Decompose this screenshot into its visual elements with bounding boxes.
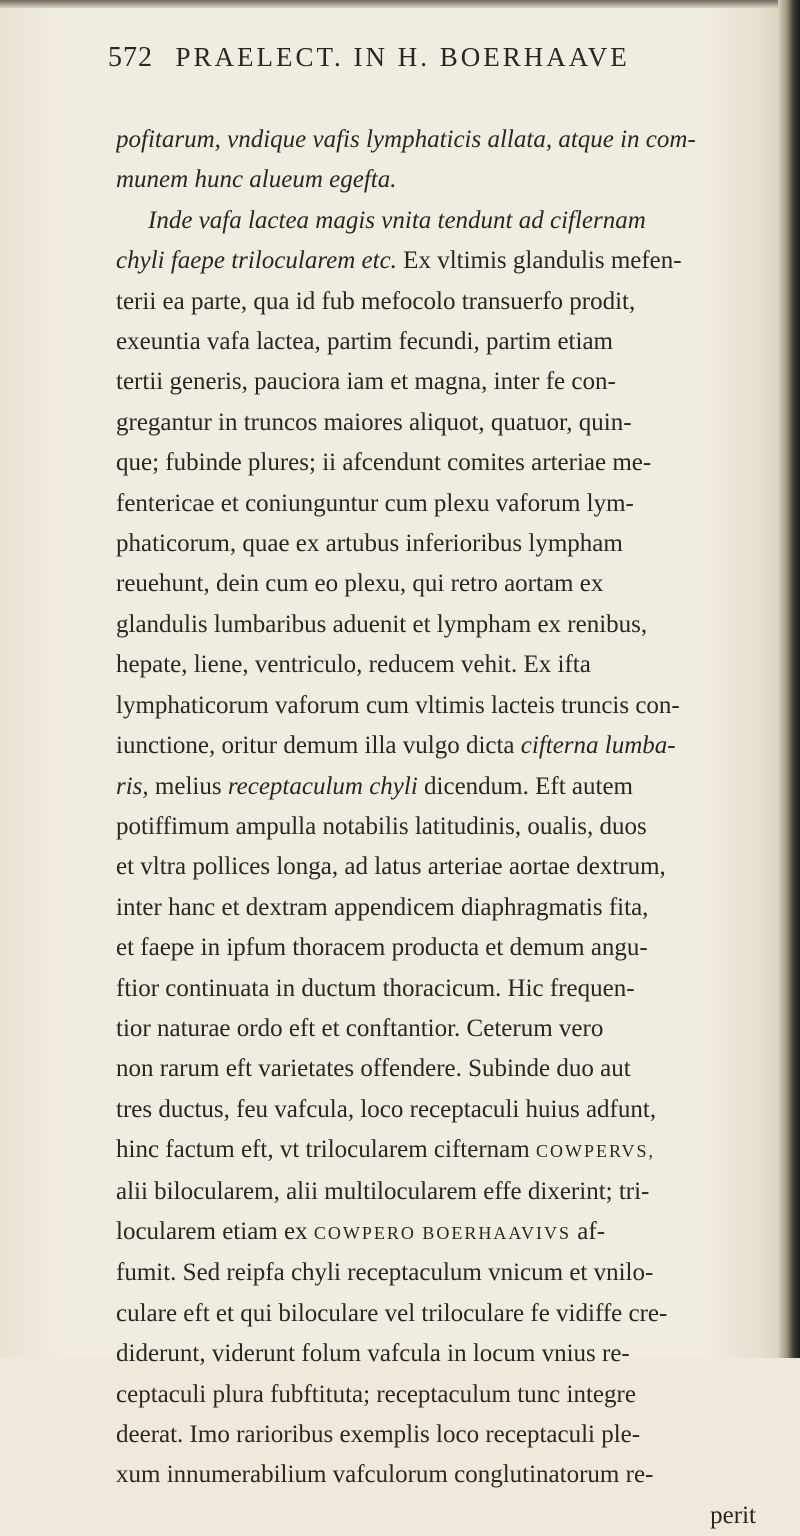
text-line <box>116 726 756 766</box>
text-segment: iunctione, oritur demum illa vulgo dicta <box>116 732 521 760</box>
body-text <box>116 120 756 1536</box>
text-segment: terii ea parte, qua id fub mefocolo transuerfo prodit, <box>116 287 636 315</box>
text-segment: tres ductus, feu vafcula, loco receptaculi huius adfunt, <box>116 1095 657 1123</box>
text-line <box>116 1455 756 1495</box>
text-segment: culare eft et qui biloculare vel triloculare fe vidiffe cre- <box>116 1299 668 1327</box>
text-line <box>116 1130 756 1171</box>
text-line <box>116 605 756 645</box>
running-header <box>108 40 758 74</box>
text-segment: fentericae et coniunguntur cum plexu vaforum lym- <box>116 489 634 517</box>
text-segment: glandulis lumbaribus aduenit et lympham ex renibus, <box>116 610 648 638</box>
text-segment: Inde vafa lactea magis vnita tendunt ad ciflernam <box>148 206 646 234</box>
text-segment: munem hunc alueum egefta. <box>116 166 397 194</box>
text-line <box>116 1253 756 1293</box>
text-segment: af- <box>571 1217 606 1245</box>
text-line <box>116 322 756 362</box>
text-segment: ris, <box>116 772 149 800</box>
text-segment: locularem etiam ex <box>116 1217 314 1245</box>
text-segment: COWPERO BOERHAAVIVS <box>313 1222 572 1243</box>
text-segment: phaticorum, quae ex artubus inferioribus lympham <box>116 530 623 558</box>
text-line <box>116 484 756 524</box>
text-line <box>116 888 756 928</box>
text-line <box>116 1090 756 1130</box>
text-segment: hinc factum eft, vt trilocularem cifternam <box>116 1136 536 1164</box>
text-line <box>116 1009 756 1049</box>
text-segment: potiffimum ampulla notabilis latitudinis, oualis, duos <box>116 812 647 840</box>
text-line <box>116 686 756 726</box>
text-segment: que; fubinde plures; ii afcendunt comites arteriae me- <box>116 449 652 477</box>
page-number: 572 <box>108 42 153 73</box>
running-title: PRAELECT. IN H. BOERHAAVE <box>175 42 630 72</box>
text-line <box>116 1415 756 1455</box>
text-segment: tertii generis, pauciora iam et magna, inter fe con- <box>116 368 616 396</box>
text-segment: perit <box>710 1501 756 1529</box>
text-segment: dicendum. Eft autem <box>417 772 634 800</box>
text-line <box>116 1049 756 1089</box>
text-segment: hepate, liene, ventriculo, reducem vehit. Ex ifta <box>116 651 591 679</box>
text-segment: lymphaticorum vaforum cum vltimis lacteis truncis con- <box>116 691 680 719</box>
text-segment: receptaculum chyli <box>227 772 418 800</box>
text-line <box>116 201 756 241</box>
text-segment: et faepe in ipfum thoracem producta et demum angu- <box>116 934 648 962</box>
text-line <box>116 645 756 685</box>
text-line <box>116 1334 756 1374</box>
text-line <box>116 1375 756 1415</box>
text-line <box>116 1212 756 1253</box>
text-segment: cifterna lumba- <box>520 732 676 760</box>
text-segment: exeuntia vafa lactea, partim fecundi, partim etiam <box>116 328 613 356</box>
text-line <box>116 767 756 807</box>
text-segment: COWPERVS, <box>535 1141 656 1162</box>
text-segment: fumit. Sed reipfa chyli receptaculum vnicum et vnilo- <box>116 1259 654 1287</box>
text-segment: ftior continuata in ductum thoracicum. Hic frequen- <box>116 974 635 1002</box>
text-segment: non rarum eft varietates offendere. Subinde duo aut <box>116 1055 631 1083</box>
text-segment: chyli faepe trilocularem etc. <box>116 247 397 275</box>
text-line <box>116 120 756 160</box>
text-line <box>116 1294 756 1334</box>
text-segment: Ex vltimis glandulis mefen- <box>396 247 682 275</box>
text-line <box>116 847 756 887</box>
page-top-edge <box>0 0 800 8</box>
text-line <box>116 241 756 281</box>
text-line <box>116 524 756 564</box>
text-line <box>116 282 756 322</box>
text-segment: tior naturae ordo eft et conftantior. Ceterum vero <box>116 1014 604 1042</box>
text-line <box>116 362 756 402</box>
text-line <box>116 160 756 200</box>
text-line <box>116 1172 756 1212</box>
text-segment: gregantur in truncos maiores aliquot, quatuor, quin- <box>116 408 632 436</box>
text-line <box>116 969 756 1009</box>
text-segment: ceptaculi plura fubftituta; receptaculum tunc integre <box>116 1380 636 1408</box>
text-line <box>116 564 756 604</box>
text-line <box>116 928 756 968</box>
text-line <box>116 403 756 443</box>
text-segment: alii bilocularem, alii multilocularem effe dixerint; tri- <box>116 1177 650 1205</box>
text-segment: diderunt, viderunt folum vafcula in locum vnius re- <box>116 1340 630 1368</box>
text-segment: inter hanc et dextram appendicem diaphragmatis fita, <box>116 893 649 921</box>
text-segment: xum innumerabilium vafculorum conglutinatorum re- <box>116 1461 654 1489</box>
text-line <box>116 807 756 847</box>
text-segment: reuehunt, dein cum eo plexu, qui retro aortam ex <box>116 570 604 598</box>
text-line <box>116 1496 756 1536</box>
text-segment: pofitarum, vndique vafis lymphaticis allata, atque in com- <box>116 126 696 153</box>
text-line <box>116 443 756 483</box>
text-segment: deerat. Imo rarioribus exemplis loco receptaculi ple- <box>116 1421 641 1448</box>
page-spine-shadow <box>778 0 800 1358</box>
text-segment: et vltra pollices longa, ad latus arteriae aortae dextrum, <box>116 853 666 881</box>
text-segment: melius <box>148 772 228 800</box>
